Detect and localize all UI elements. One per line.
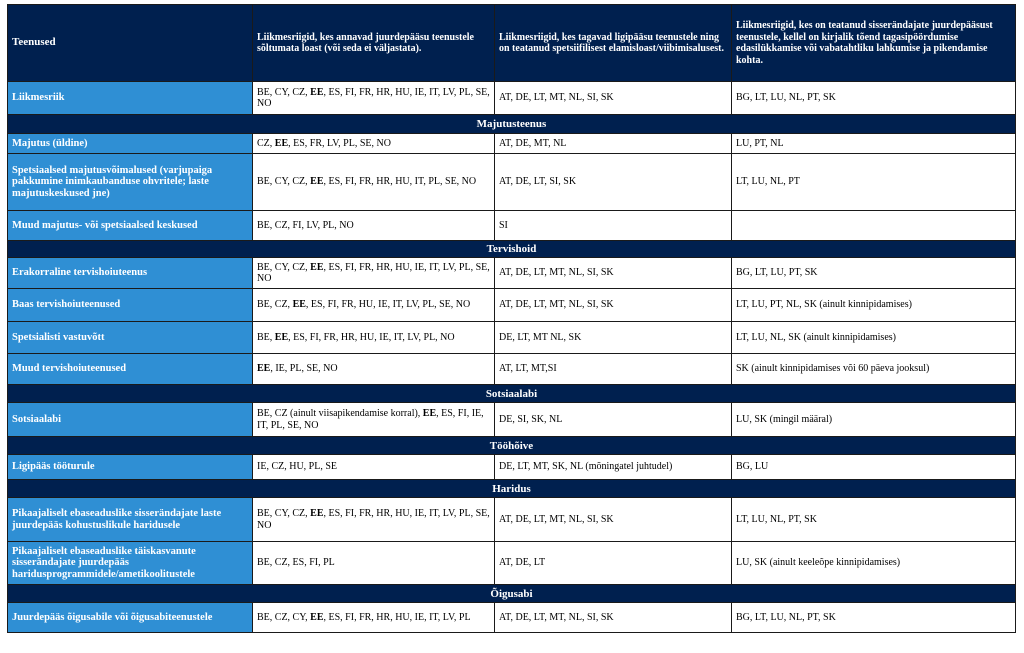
countries-written-proof: LU, SK (ainult keeleõpe kinnipidamises) [732,542,1016,585]
countries-specific-permit: AT, DE, LT, MT, NL, SI, SK [495,603,732,633]
countries-written-proof: BG, LU [732,455,1016,480]
countries-specific-permit: AT, DE, LT, MT, NL, SI, SK [495,258,732,289]
countries-specific-permit: AT, DE, LT, MT, NL, SI, SK [495,498,732,542]
table-body [8,82,1016,633]
section-title: Haridus [8,480,1016,498]
countries-written-proof: BG, LT, LU, PT, SK [732,258,1016,289]
section-row [8,385,1016,403]
countries-specific-permit: DE, LT, MT, SK, NL (mõningatel juhtudel) [495,455,732,480]
countries-written-proof: LT, LU, PT, NL, SK (ainult kinnipidamises) [732,289,1016,322]
section-row [8,585,1016,603]
header-services: Teenused [8,5,253,82]
countries-specific-permit: AT, DE, MT, NL [495,134,732,154]
table-row [8,289,1016,322]
countries-permit-independent: BE, EE, ES, FI, FR, HR, HU, IE, IT, LV, PL, NO [253,322,495,354]
section-row [8,480,1016,498]
countries-permit-independent: BE, CY, CZ, EE, ES, FI, FR, HR, HU, IE, IT, LV, PL, SE, NO [253,258,495,289]
countries-permit-independent: IE, CZ, HU, PL, SE [253,455,495,480]
services-table [7,4,1016,633]
countries-permit-independent: BE, CZ, FI, LV, PL, NO [253,211,495,241]
header-written-proof: Liikmesriigid, kes on teatanud sisserändajate juurdepääsust teenustele, kellel on kirjalik tõend tagasipöördumise edasilükkamise või vabatahtliku lahkumise ja pikendamise kohta. [732,5,1016,82]
countries-written-proof: LU, PT, NL [732,134,1016,154]
section-title: Tööhõive [8,437,1016,455]
service-name: Muud tervishoiuteenused [8,354,253,385]
section-title: Õigusabi [8,585,1016,603]
table-row [8,322,1016,354]
countries-specific-permit: AT, DE, LT [495,542,732,585]
countries-written-proof: BG, LT, LU, NL, PT, SK [732,603,1016,633]
service-name: Pikaajaliselt ebaseaduslike sisserändajate laste juurdepääs kohustuslikule haridusele [8,498,253,542]
countries-written-proof [732,211,1016,241]
countries-written-proof: LT, LU, NL, PT [732,154,1016,211]
countries-specific-permit: AT, LT, MT,SI [495,354,732,385]
header-permit-independent: Liikmesriigid, kes annavad juurdepääsu teenustele sõltumata loast (või seda ei väljastata). [253,5,495,82]
countries-specific-permit: DE, SI, SK, NL [495,403,732,437]
countries-specific-permit: SI [495,211,732,241]
service-name: Ligipääs tööturule [8,455,253,480]
section-title: Tervishoid [8,241,1016,258]
table-row [8,455,1016,480]
section-title: Sotsiaalabi [8,385,1016,403]
service-name: Sotsiaalabi [8,403,253,437]
service-name: Muud majutus- või spetsiaalsed keskused [8,211,253,241]
countries-permit-independent: BE, CZ, CY, EE, ES, FI, FR, HR, HU, IE, IT, LV, PL [253,603,495,633]
countries-written-proof: LT, LU, NL, SK (ainult kinnipidamises) [732,322,1016,354]
table-row [8,258,1016,289]
service-name: Spetsialisti vastuvõtt [8,322,253,354]
countries-specific-permit: AT, DE, LT, MT, NL, SI, SK [495,82,732,115]
table-row [8,542,1016,585]
countries-permit-independent: BE, CZ, ES, FI, PL [253,542,495,585]
table-row [8,403,1016,437]
countries-written-proof: SK (ainult kinnipidamises või 60 päeva jooksul) [732,354,1016,385]
header-specific-permit: Liikmesriigid, kes tagavad ligipääsu teenustele ning on teatanud spetsiifilisest elamisloast/viibimisalusest. [495,5,732,82]
countries-specific-permit: DE, LT, MT NL, SK [495,322,732,354]
countries-written-proof: LT, LU, NL, PT, SK [732,498,1016,542]
countries-permit-independent: BE, CZ, EE, ES, FI, FR, HU, IE, IT, LV, PL, SE, NO [253,289,495,322]
section-row [8,115,1016,134]
table-row [8,603,1016,633]
countries-permit-independent: CZ, EE, ES, FR, LV, PL, SE, NO [253,134,495,154]
service-name: Juurdepääs õigusabile või õigusabiteenustele [8,603,253,633]
header-row [8,5,1016,82]
countries-written-proof: BG, LT, LU, NL, PT, SK [732,82,1016,115]
countries-permit-independent: BE, CZ (ainult viisapikendamise korral), EE, ES, FI, IE, IT, PL, SE, NO [253,403,495,437]
table-row [8,154,1016,211]
service-name: Liikmesriik [8,82,253,115]
table-row [8,82,1016,115]
countries-permit-independent: BE, CY, CZ, EE, ES, FI, FR, HR, HU, IT, PL, SE, NO [253,154,495,211]
section-title: Majutusteenus [8,115,1016,134]
countries-specific-permit: AT, DE, LT, SI, SK [495,154,732,211]
table-row [8,354,1016,385]
table-row [8,134,1016,154]
service-name: Baas tervishoiuteenused [8,289,253,322]
service-name: Majutus (üldine) [8,134,253,154]
service-name: Pikaajaliselt ebaseaduslike täiskasvanute sisserändajate juurdepääs haridusprogrammidele/ametikoolitustele [8,542,253,585]
countries-permit-independent: BE, CY, CZ, EE, ES, FI, FR, HR, HU, IE, IT, LV, PL, SE, NO [253,82,495,115]
service-name: Erakorraline tervishoiuteenus [8,258,253,289]
table-row [8,211,1016,241]
countries-permit-independent: EE, IE, PL, SE, NO [253,354,495,385]
countries-permit-independent: BE, CY, CZ, EE, ES, FI, FR, HR, HU, IE, IT, LV, PL, SE, NO [253,498,495,542]
section-row [8,437,1016,455]
countries-written-proof: LU, SK (mingil määral) [732,403,1016,437]
section-row [8,241,1016,258]
service-name: Spetsiaalsed majutusvõimalused (varjupaiga pakkumine inimkaubanduse ohvritele; laste majutuskeskused jne) [8,154,253,211]
table-row [8,498,1016,542]
countries-specific-permit: AT, DE, LT, MT, NL, SI, SK [495,289,732,322]
